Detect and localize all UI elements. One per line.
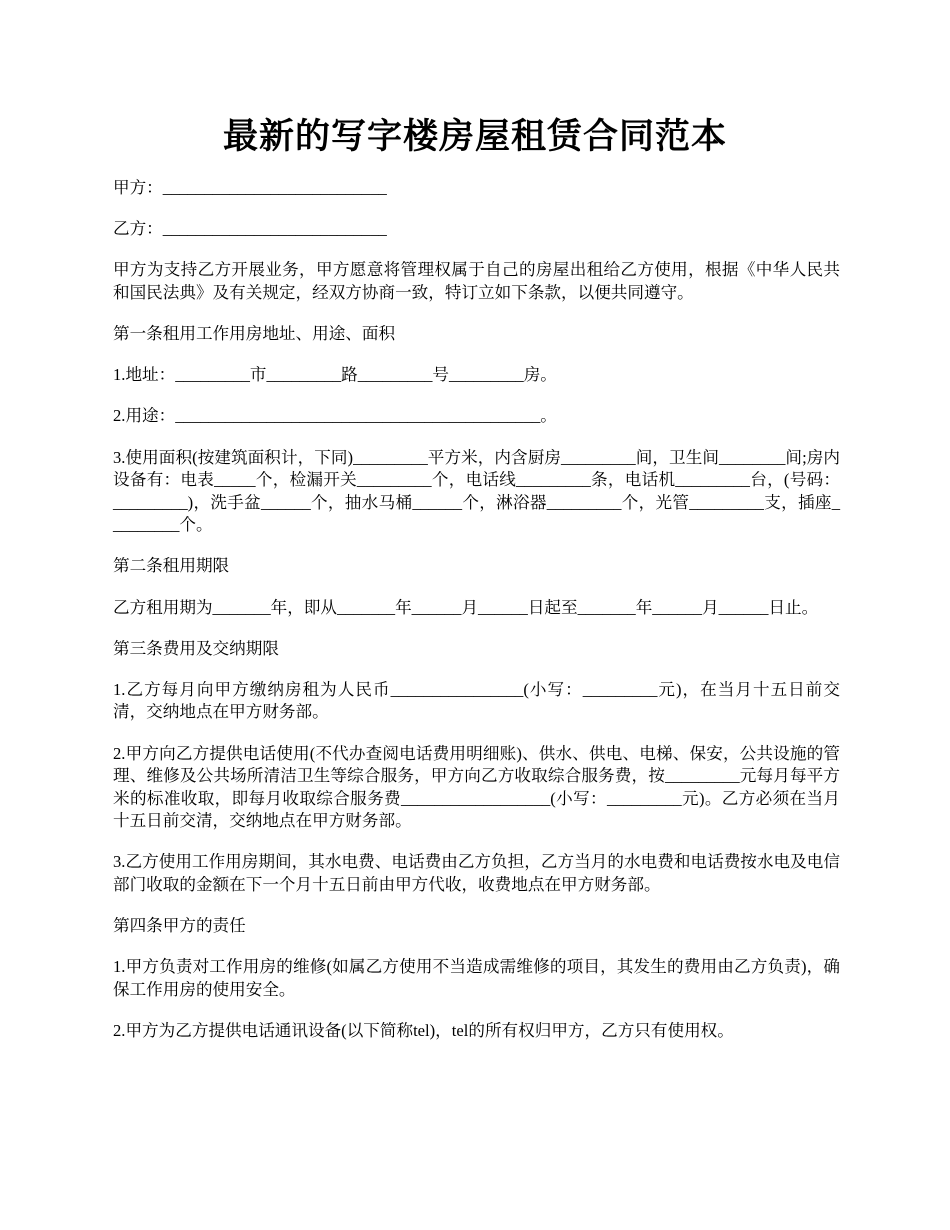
article-3-clause-2: 2.甲方向乙方提供电话使用(不代办查阅电话费用明细账)、供水、供电、电梯、保安，公共设施的管理、维修及公共场所清洁卫生等综合服务，甲方向乙方收取综合服务费，按_________元每月每平方米的标准收取，即每月收取综合服务费__________________(小写：_________元)。乙方必须在当月十五日前交清，交纳地点在甲方财务部。	[113, 743, 840, 831]
article-2-heading: 第二条租用期限	[113, 556, 230, 576]
document-body	[113, 177, 840, 1061]
article-3-clause-1: 1.乙方每月向甲方缴纳房租为人民币________________(小写：_________元)，在当月十五日前交清，交纳地点在甲方财务部。	[113, 679, 840, 722]
party-b-line: 乙方：___________________________	[113, 219, 387, 239]
article-3-heading: 第三条费用及交纳期限	[113, 638, 279, 658]
article-1-clause-1: 1.地址：_________市_________路_________号_________房。	[113, 365, 557, 385]
article-1-clause-2: 2.用途：____________________________________________。	[113, 406, 557, 426]
article-3-clause-3: 3.乙方使用工作用房期间，其水电费、电话费由乙方负担，乙方当月的水电费和电话费按水电及电信部门收取的金额在下一个月十五日前由甲方代收，收费地点在甲方财务部。	[113, 852, 840, 894]
party-a-line: 甲方：___________________________	[113, 178, 387, 197]
document-title: 最新的写字楼房屋租赁合同范本	[222, 117, 727, 156]
article-4-clause-1: 1.甲方负责对工作用房的维修(如属乙方使用不当造成需维修的项目，其发生的费用由乙方负责)，确保工作用房的使用安全。	[113, 957, 840, 999]
article-1-heading: 第一条租用工作用房地址、用途、面积	[113, 324, 396, 344]
article-4-clause-2: 2.甲方为乙方提供电话通讯设备(以下简称tel)，tel的所有权归甲方，乙方只有使用权。	[113, 1020, 734, 1040]
article-2-clause: 乙方租用期为_______年，即从_______年______月______日起至_______年______月______日止。	[113, 597, 819, 617]
article-1-clause-3: 3.使用面积(按建筑面积计，下同)_________平方米，内含厨房_________间，卫生间________间;房内设备有：电表_____个，检漏开关_________个，电话线_________条，电话机_________台，(号码：_________)，洗手盆______个，抽水马桶______个，淋浴器_________个，光管_________支，插座_________个。	[113, 447, 840, 535]
preamble-paragraph: 甲方为支持乙方开展业务，甲方愿意将管理权属于自己的房屋出租给乙方使用，根据《中华人民共和国民法典》及有关规定，经双方协商一致，特订立如下条款，以便共同遵守。	[113, 260, 840, 302]
article-4-heading: 第四条甲方的责任	[113, 915, 246, 935]
